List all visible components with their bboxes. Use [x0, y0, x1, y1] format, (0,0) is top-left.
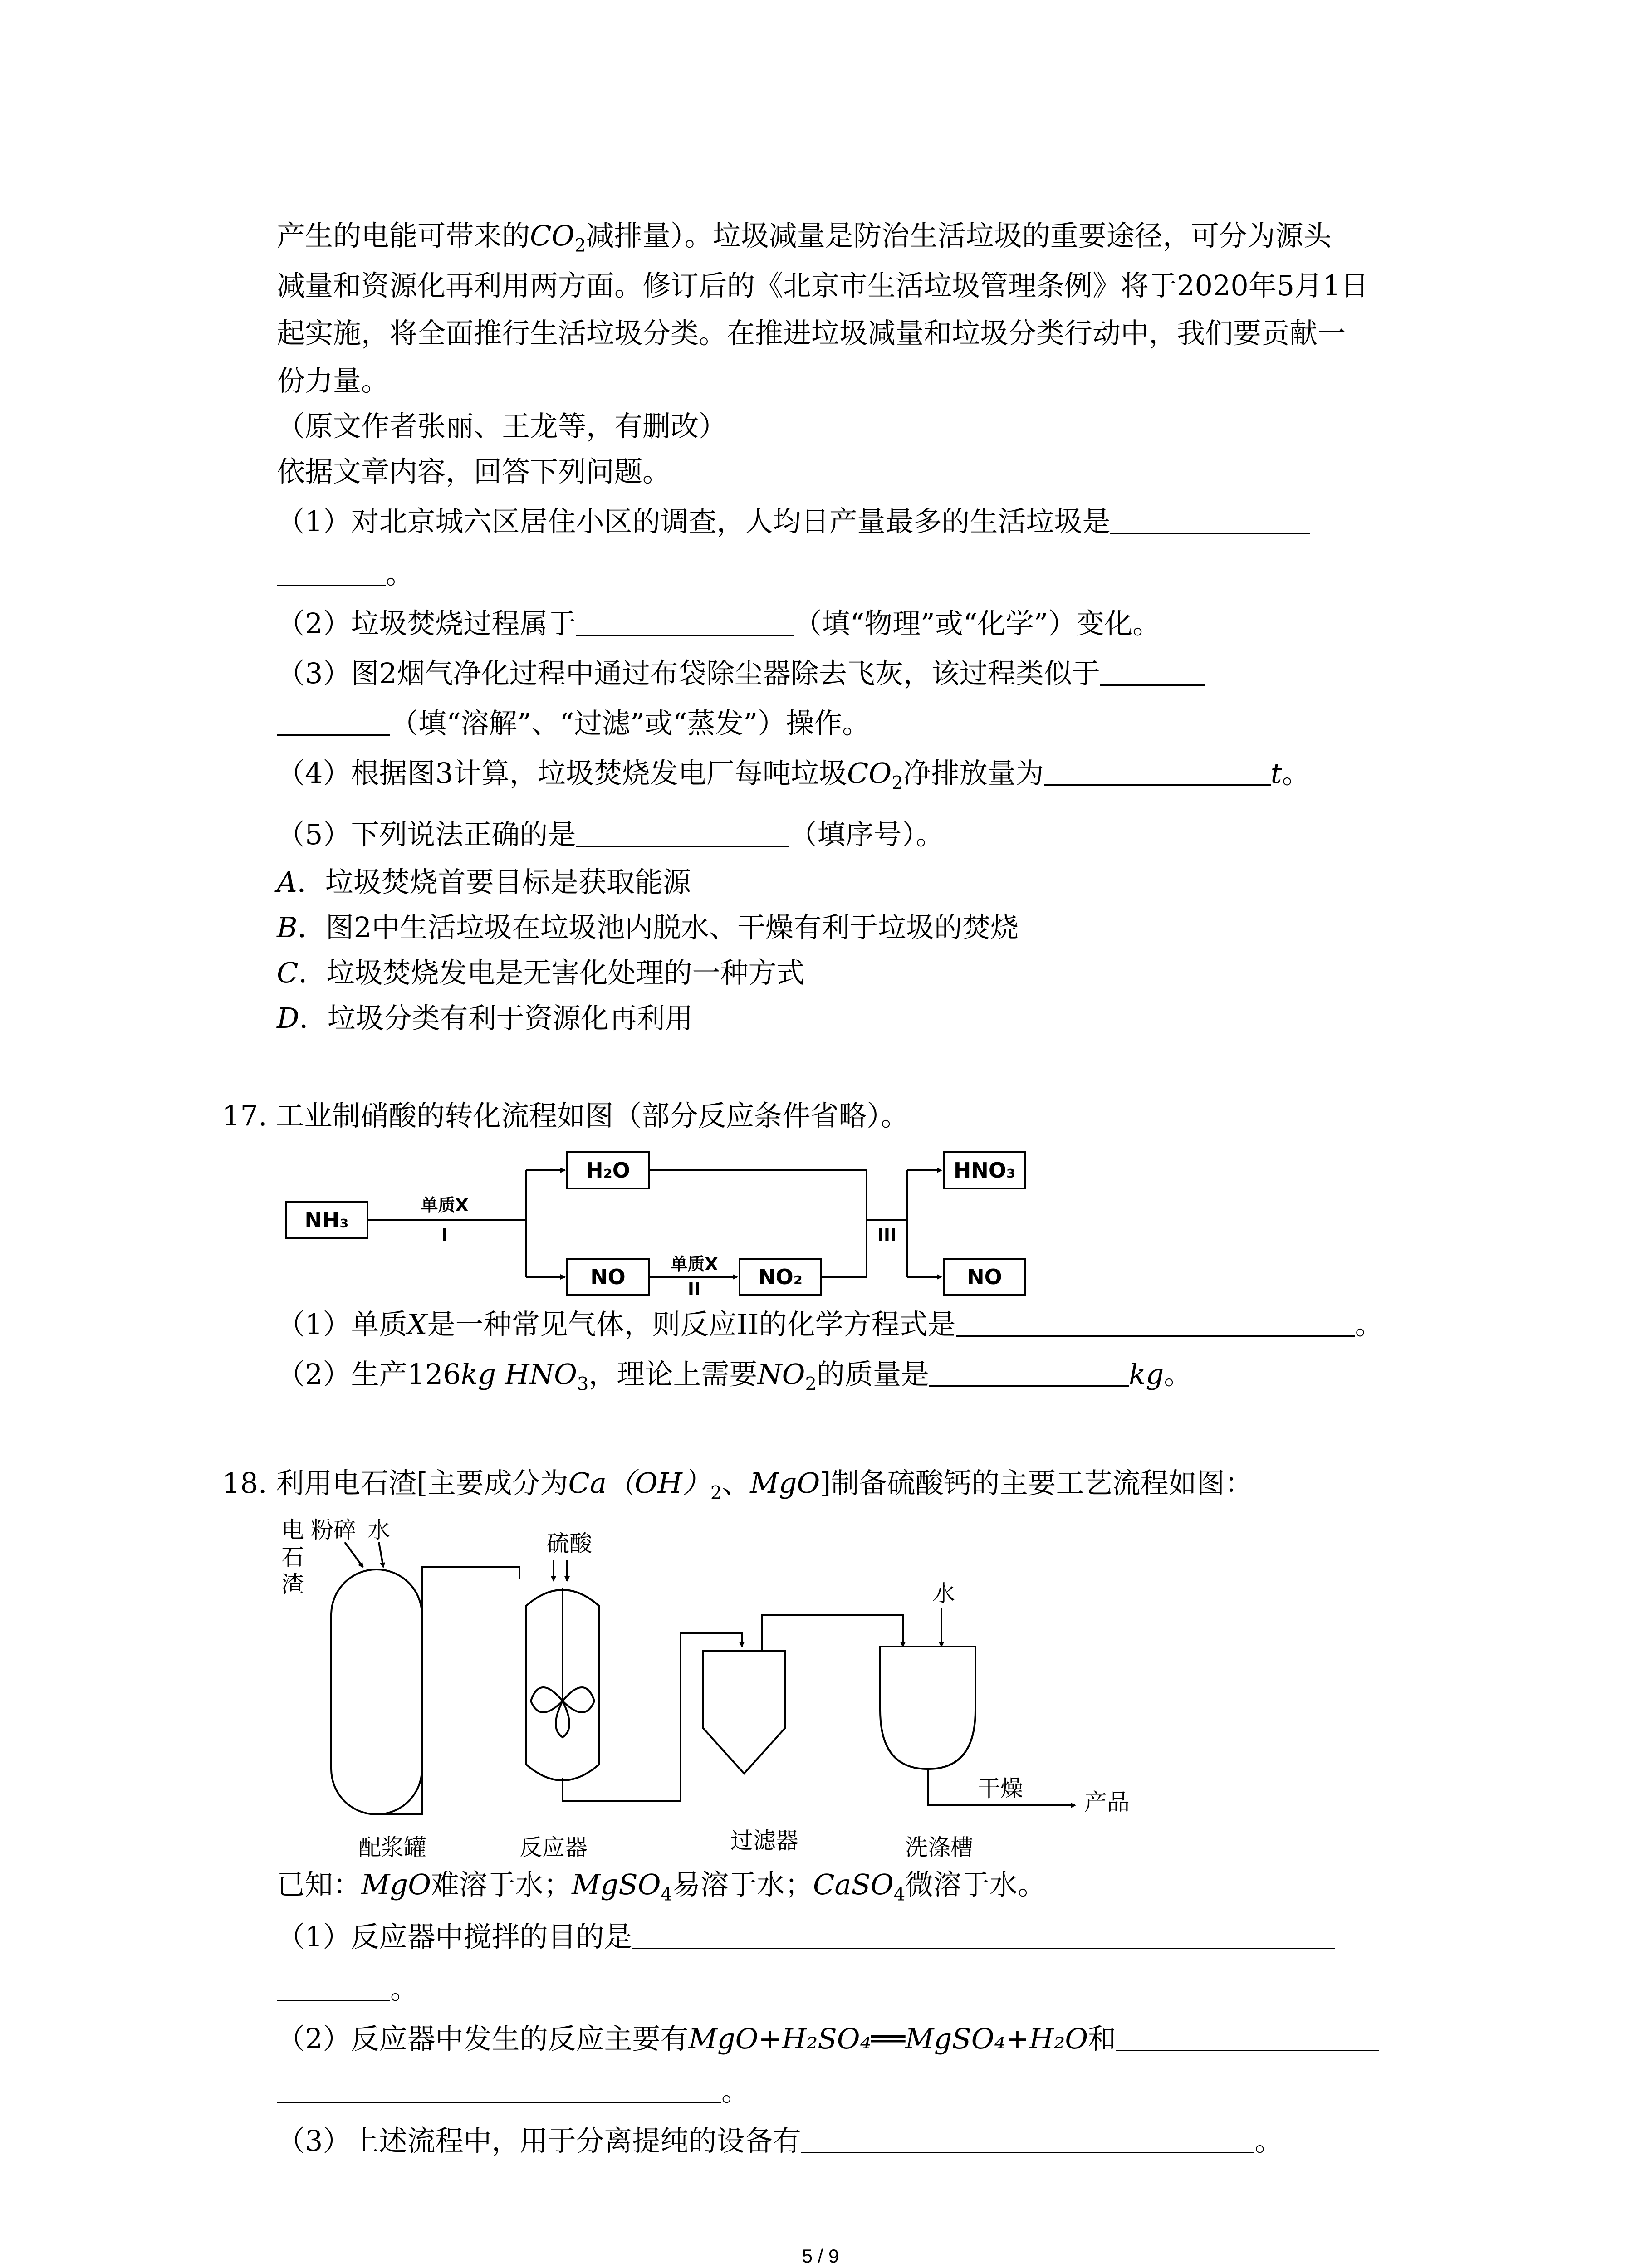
text: （2）反应器中发生的反应主要有 — [277, 2022, 689, 2055]
co2-formula: CO — [530, 219, 575, 252]
text: 已知： — [277, 1868, 362, 1901]
article-line-2: 减量和资源化再利用两方面。修订后的《北京市生活垃圾管理条例》将于2020年5月1日 — [277, 269, 1369, 302]
q18-sub2 — [277, 2021, 1379, 2057]
text: 的质量是 — [816, 1358, 929, 1391]
text: （4）根据图3计算，垃圾焚烧发电厂每吨垃圾 — [277, 757, 847, 790]
q18-known — [277, 1867, 1046, 1912]
option-letter: D — [277, 1002, 299, 1035]
reagent-x-1: 单质X — [421, 1195, 469, 1215]
arrow-to-h2o — [526, 1170, 565, 1277]
water1-arrow — [379, 1542, 383, 1567]
answer-blank[interactable] — [801, 2124, 1254, 2153]
text: 。 — [1164, 1358, 1192, 1391]
tank-caption: 配浆罐 — [358, 1834, 426, 1861]
text: （5）下列说法正确的是 — [277, 818, 576, 851]
q16-option-b — [277, 909, 1019, 946]
option-letter: C — [277, 956, 299, 989]
raw-label-2: 石 — [281, 1544, 304, 1570]
step-1-label: I — [441, 1225, 448, 1245]
text: （3）上述流程中，用于分离提纯的设备有 — [277, 2124, 801, 2157]
page-number: 5 / 9 — [802, 2245, 839, 2267]
article-line-4: 份力量。 — [277, 364, 390, 397]
stirrer-blade-left — [531, 1687, 563, 1712]
arrow-to-hno3 — [907, 1170, 941, 1277]
q18-sub3 — [277, 2123, 1283, 2159]
q16-option-a — [277, 864, 691, 900]
text: （1）反应器中搅拌的目的是 — [277, 1920, 632, 1953]
variable-x: X — [407, 1308, 427, 1341]
text: 微溶于水。 — [905, 1868, 1046, 1901]
formula: MgSO — [572, 1868, 661, 1901]
answer-blank[interactable] — [1110, 504, 1310, 534]
answer-blank[interactable] — [1044, 756, 1271, 786]
text: 。 — [1282, 757, 1310, 790]
product-label: 产品 — [1084, 1789, 1130, 1815]
article-line-1 — [277, 218, 1332, 264]
text: 净排放量为 — [903, 757, 1044, 790]
crush-label: 粉碎 — [311, 1517, 356, 1543]
subscript: 2 — [574, 235, 586, 256]
subscript: 4 — [893, 1884, 906, 1905]
wash-vessel — [880, 1647, 975, 1769]
q16-option-d — [277, 1000, 693, 1036]
text: 易溶于水； — [672, 1868, 813, 1901]
subscript: 3 — [577, 1374, 589, 1395]
answer-blank[interactable] — [277, 706, 390, 736]
unit: kg — [1128, 1358, 1164, 1391]
q18-stem — [222, 1465, 1253, 1511]
answer-blank[interactable] — [632, 1920, 1335, 1949]
text: （2）垃圾焚烧过程属于 — [277, 607, 576, 640]
option-letter: B — [277, 911, 298, 944]
subscript: 4 — [661, 1884, 672, 1905]
text: 是一种常见气体，则反应II的化学方程式是 — [427, 1308, 956, 1341]
answer-blank[interactable] — [929, 1357, 1129, 1387]
filter-vessel — [703, 1651, 785, 1774]
answer-blank[interactable] — [1116, 2022, 1379, 2051]
text: 、 — [722, 1466, 750, 1500]
q16-sub3 — [277, 655, 1205, 692]
q18-sub2-cont — [277, 2073, 749, 2109]
q16-option-c — [277, 955, 804, 991]
q17-stem: 17. 工业制硝酸的转化流程如图（部分反应条件省略）。 — [222, 1099, 909, 1132]
calcium-sulfate-process-diagram — [272, 1510, 1202, 1864]
pipe-reactor-to-filter — [563, 1633, 742, 1801]
filter-caption: 过滤器 — [730, 1828, 798, 1854]
text: ．图2中生活垃圾在垃圾池内脱水、干燥有利于垃圾的焚烧 — [297, 911, 1019, 944]
q18-sub1 — [277, 1919, 1335, 1955]
q16-sub4 — [277, 755, 1310, 801]
text: ．垃圾分类有利于资源化再利用 — [299, 1002, 693, 1035]
no-out-label: NO — [967, 1265, 1002, 1289]
text: （3）图2烟气净化过程中通过布袋除尘器除去飞灰，该过程类似于 — [277, 657, 1100, 690]
dry-label: 干燥 — [978, 1775, 1023, 1802]
q17-sub2 — [277, 1356, 1192, 1402]
stirrer-blade-right — [563, 1687, 594, 1712]
pipe-tank-to-reactor — [377, 1567, 519, 1814]
step-2-label: II — [687, 1279, 701, 1297]
answer-blank[interactable] — [1100, 656, 1205, 686]
nitric-acid-flow-diagram — [272, 1143, 1089, 1297]
answer-blank[interactable] — [576, 606, 794, 636]
formula: kg HNO — [460, 1358, 577, 1391]
text: ，理论上需要 — [588, 1358, 758, 1391]
slurry-tank — [331, 1569, 422, 1814]
crush-arrow — [345, 1542, 363, 1567]
q16-sub3-cont — [277, 705, 870, 742]
text: 产生的电能可带来的 — [277, 219, 530, 252]
answer-blank[interactable] — [576, 817, 789, 847]
subscript: 2 — [805, 1374, 817, 1395]
text: 。 — [390, 1972, 419, 2005]
reactor-caption: 反应器 — [519, 1834, 588, 1861]
reagent-x-2: 单质X — [670, 1254, 718, 1274]
answer-blank[interactable] — [277, 557, 386, 586]
text: （填“物理”或“化学”）变化。 — [794, 607, 1161, 640]
text: （2）生产126 — [277, 1358, 461, 1391]
wash-caption: 洗涤槽 — [905, 1834, 973, 1861]
text: （1）单质 — [277, 1308, 407, 1341]
q17-sub1 — [277, 1306, 1383, 1343]
water-label-2: 水 — [932, 1580, 955, 1607]
raw-label-3: 渣 — [281, 1571, 304, 1598]
q16-sub5 — [277, 816, 944, 853]
text: 。 — [386, 557, 414, 590]
answer-blank[interactable] — [956, 1307, 1355, 1337]
no2-label: NO₂ — [758, 1265, 803, 1289]
text: 。 — [721, 2074, 750, 2107]
text: 。 — [1355, 1308, 1383, 1341]
h2o-label: H₂O — [586, 1158, 630, 1183]
water-label-1: 水 — [367, 1517, 390, 1543]
hno3-label: HNO₃ — [953, 1158, 1016, 1183]
text: ]制备硫酸钙的主要工艺流程如图： — [820, 1466, 1253, 1500]
co2-formula: CO — [847, 757, 892, 790]
text: 18. 利用电石渣[主要成分为 — [222, 1466, 568, 1500]
text: 。 — [1254, 2124, 1283, 2157]
q16-sub1 — [277, 503, 1310, 540]
raw-label-1: 电 — [281, 1517, 304, 1543]
formula: Ca（OH） — [568, 1466, 710, 1500]
unit: t — [1270, 757, 1282, 790]
answer-blank[interactable] — [277, 1972, 390, 2001]
equation: MgO+H₂SO₄══MgSO₄+H₂O — [688, 2022, 1088, 2055]
formula: MgO — [361, 1868, 431, 1901]
option-letter: A — [277, 865, 297, 899]
text: ．垃圾焚烧首要目标是获取能源 — [297, 865, 691, 899]
answer-blank[interactable] — [277, 2074, 721, 2103]
text: 减排量）。垃圾减量是防治生活垃圾的重要途径，可分为源头 — [586, 219, 1332, 252]
step-3-label: III — [877, 1225, 897, 1245]
subscript: 2 — [892, 772, 903, 794]
nh3-label: NH₃ — [304, 1208, 349, 1232]
text: 难溶于水； — [431, 1868, 572, 1901]
text: （填“溶解”、“过滤”或“蒸发”）操作。 — [390, 707, 871, 740]
text: 和 — [1088, 2022, 1117, 2055]
text: （1）对北京城六区居住小区的调查，人均日产量最多的生活垃圾是 — [277, 505, 1111, 538]
formula: CaSO — [813, 1868, 894, 1901]
acid-label: 硫酸 — [547, 1530, 592, 1557]
q16-sub1-cont — [277, 556, 414, 592]
formula: MgO — [750, 1466, 820, 1500]
article-source: （原文作者张丽、王龙等，有删改） — [277, 410, 727, 443]
q16-sub2 — [277, 606, 1161, 642]
text: ．垃圾焚烧发电是无害化处理的一种方式 — [298, 956, 805, 989]
article-instruction: 依据文章内容，回答下列问题。 — [277, 455, 671, 488]
subscript: 2 — [710, 1482, 722, 1504]
article-line-3: 起实施，将全面推行生活垃圾分类。在推进垃圾减量和垃圾分类行动中，我们要贡献一 — [277, 317, 1346, 350]
q18-sub1-cont — [277, 1971, 418, 2007]
text: （填序号）。 — [789, 818, 944, 851]
formula: NO — [757, 1358, 805, 1391]
no-mid-label: NO — [590, 1265, 626, 1289]
